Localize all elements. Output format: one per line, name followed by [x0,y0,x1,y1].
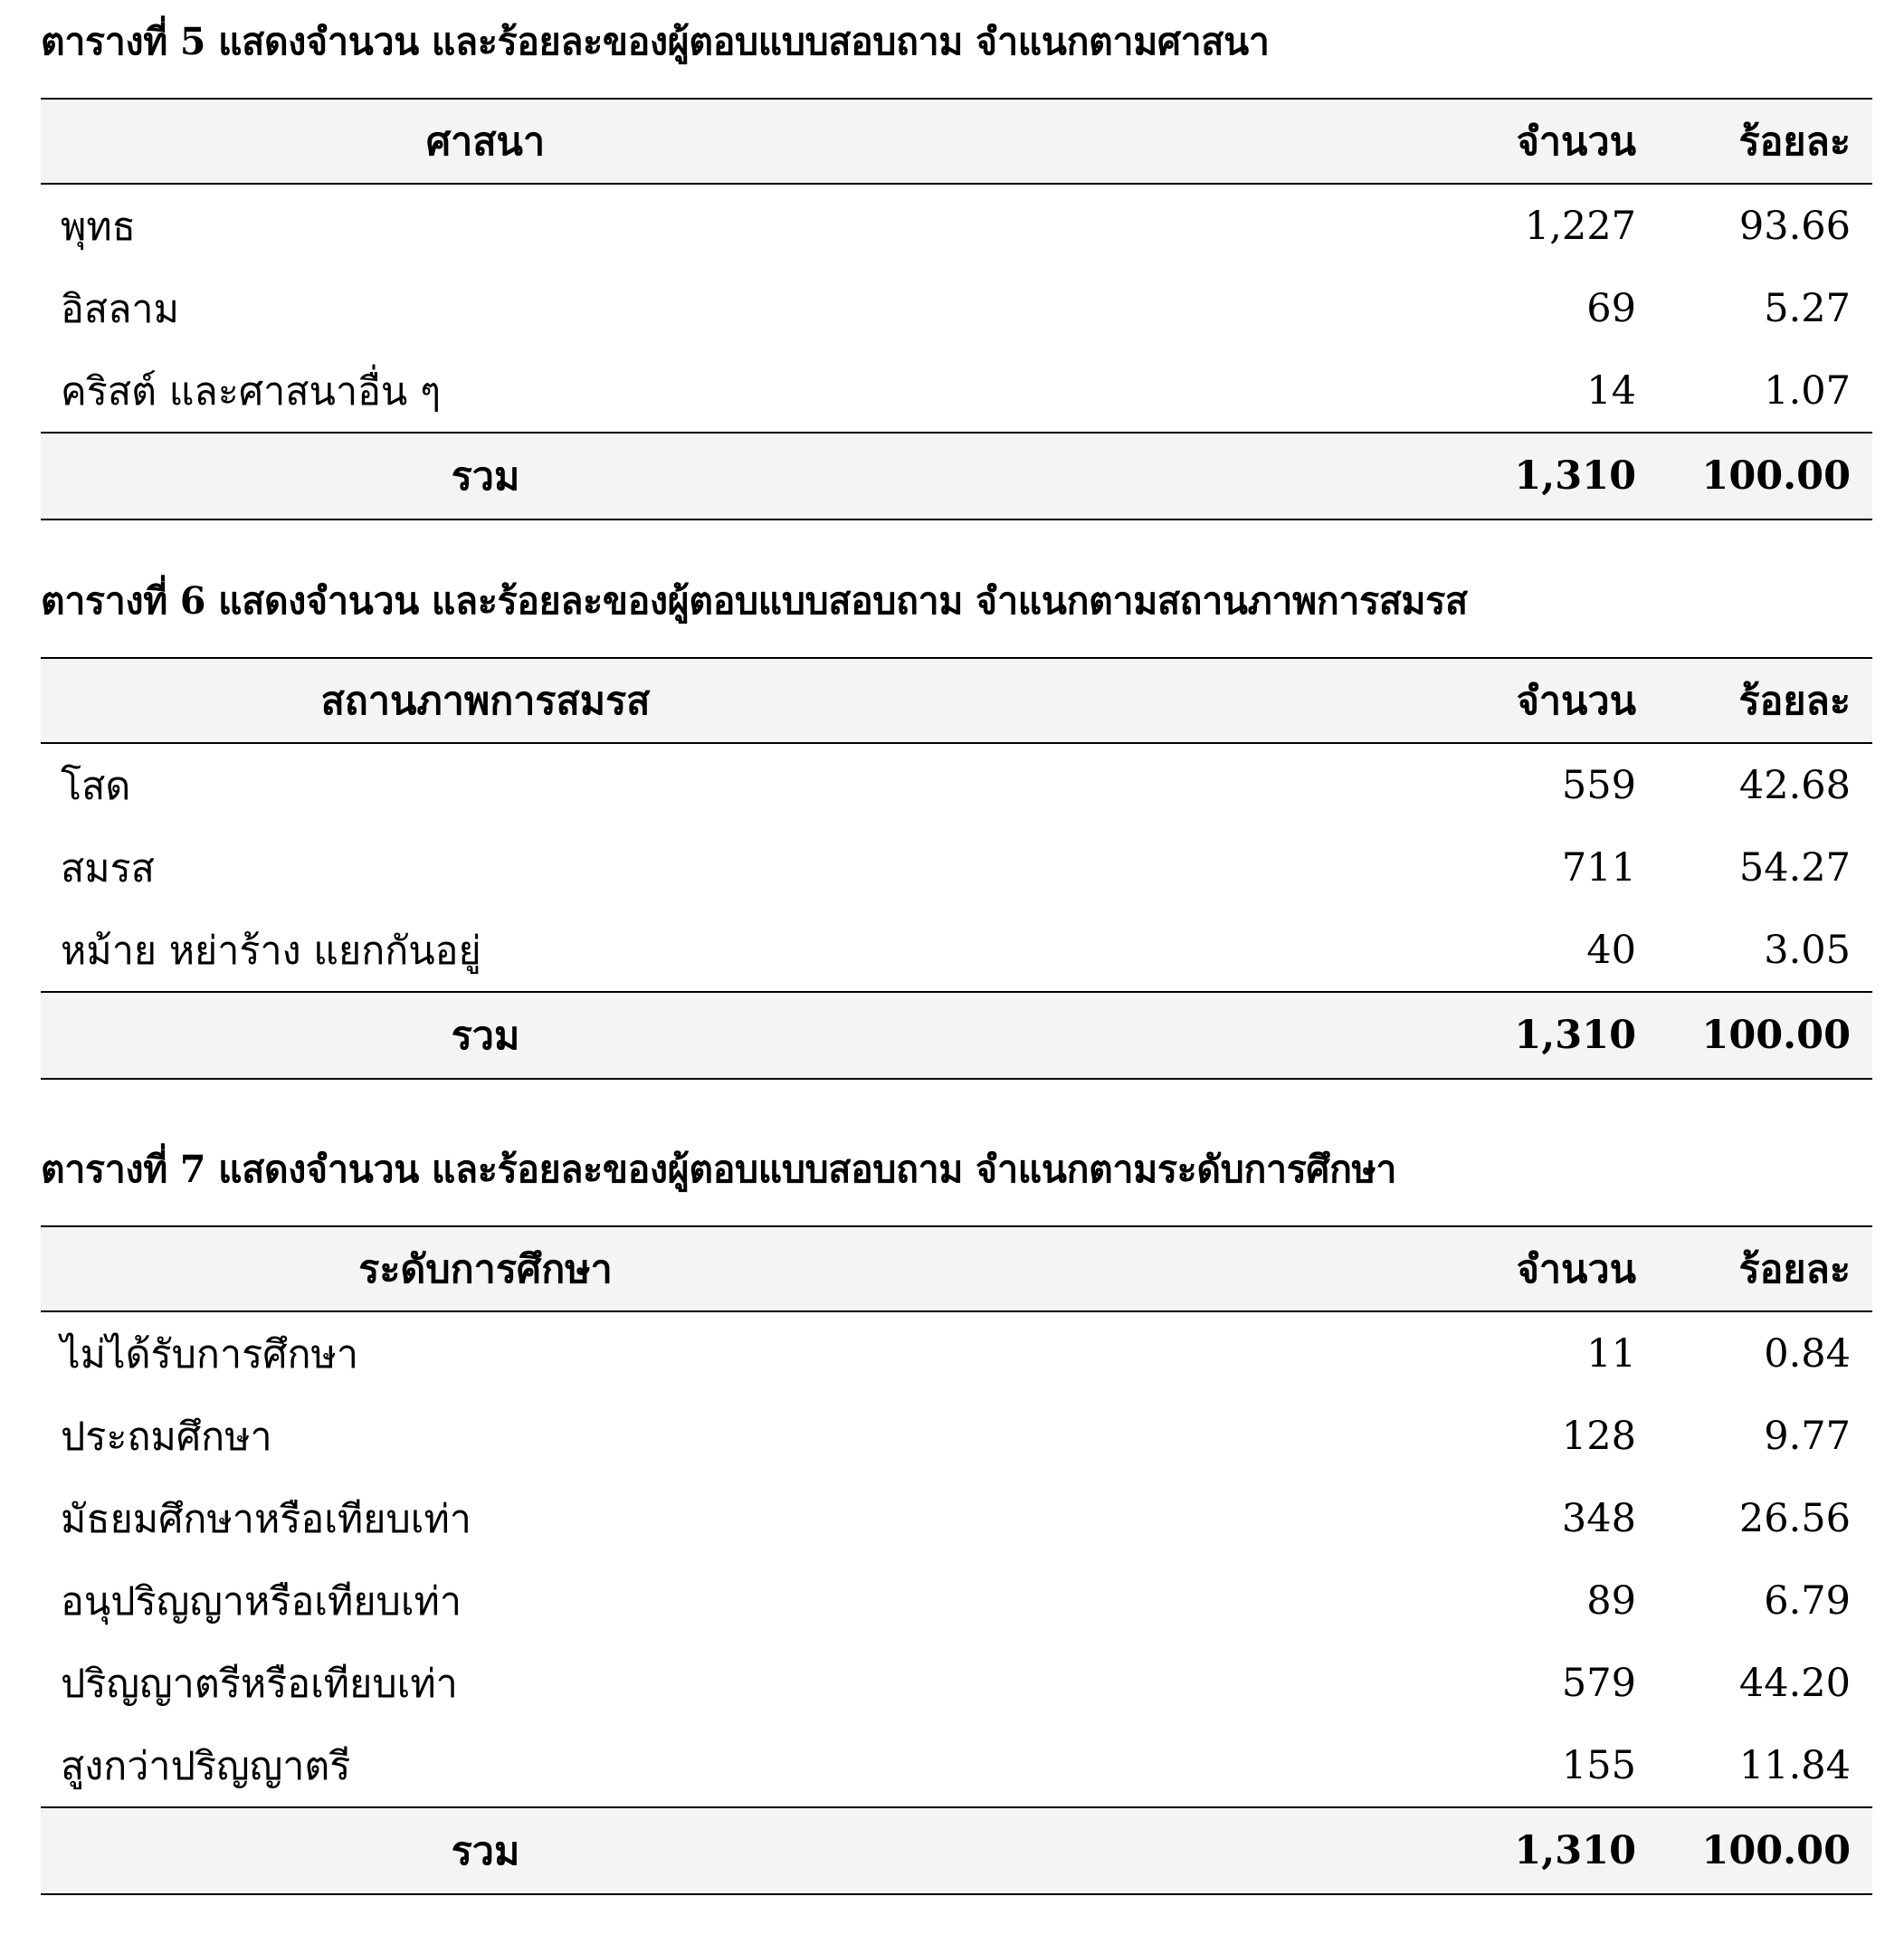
category-header: ระดับการศึกษา [358,1247,613,1292]
table-caption: ตารางที่ 7 แสดงจำนวน และร้อยละของผู้ตอบแบบสอบถาม จำแนกตามระดับการศึกษา [41,1148,1397,1191]
category-header: สถานภาพการสมรส [320,679,651,724]
percent-header: ร้อยละ [1738,119,1851,165]
total-percent: 100.00 [1701,1013,1851,1058]
category-header: ศาสนา [425,119,546,165]
row-count: 11 [1586,1330,1636,1377]
table-grid [41,98,1872,520]
total-label: รวม [451,1829,520,1874]
row-percent: 6.79 [1764,1577,1851,1624]
count-header: จำนวน [1516,1247,1636,1292]
row-count: 559 [1561,762,1636,808]
data-table [41,20,1872,520]
row-label: ประถมศึกษา [61,1414,272,1460]
row-label: คริสต์ และศาสนาอื่น ๆ [61,368,442,415]
row-count: 711 [1561,844,1636,891]
table-row [41,744,1872,826]
total-count: 1,310 [1514,1013,1636,1058]
total-percent: 100.00 [1701,453,1851,499]
row-percent: 26.56 [1738,1495,1851,1541]
row-count: 69 [1586,285,1636,331]
count-header: จำนวน [1516,679,1636,724]
row-label: อิสลาม [61,286,179,332]
table-row [41,826,1872,909]
table-caption: ตารางที่ 6 แสดงจำนวน และร้อยละของผู้ตอบแบบสอบถาม จำแนกตามสถานภาพการสมรส [41,579,1468,623]
row-label: โสด [61,763,131,809]
total-label: รวม [451,454,520,500]
row-percent: 5.27 [1764,285,1851,331]
row-count: 348 [1561,1495,1636,1541]
row-label: ปริญญาตรีหรือเทียบเท่า [61,1661,458,1707]
row-label: หม้าย หย่าร้าง แยกกันอยู่ [61,928,481,974]
row-percent: 93.66 [1738,203,1851,249]
total-row [41,1806,1872,1893]
row-label: ไม่ได้รับการศึกษา [61,1331,359,1377]
data-table [41,1148,1872,1895]
row-count: 128 [1561,1413,1636,1459]
row-label: สูงกว่าปริญญาตรี [61,1743,351,1789]
table-row [41,1724,1872,1806]
row-label: พุทธ [61,204,136,250]
table-row [41,267,1872,349]
table-grid [41,657,1872,1080]
percent-header: ร้อยละ [1738,1247,1851,1292]
row-percent: 0.84 [1764,1330,1851,1377]
count-header: จำนวน [1516,119,1636,165]
table-caption: ตารางที่ 5 แสดงจำนวน และร้อยละของผู้ตอบแบบสอบถาม จำแนกตามศาสนา [41,20,1270,63]
row-label: อนุปริญญาหรือเทียบเท่า [61,1578,462,1625]
row-count: 155 [1561,1742,1636,1788]
total-percent: 100.00 [1701,1828,1851,1873]
table-row [41,1312,1872,1395]
row-count: 579 [1561,1660,1636,1706]
row-percent: 44.20 [1738,1660,1851,1706]
table-row [41,1559,1872,1642]
row-label: มัธยมศึกษาหรือเทียบเท่า [61,1496,471,1542]
row-percent: 9.77 [1764,1413,1851,1459]
row-percent: 54.27 [1738,844,1851,891]
table-row [41,349,1872,432]
table-grid [41,1225,1872,1895]
row-percent: 11.84 [1738,1742,1851,1788]
percent-header: ร้อยละ [1738,679,1851,724]
total-row [41,432,1872,519]
total-count: 1,310 [1514,453,1636,499]
table-row [41,1477,1872,1559]
row-count: 40 [1586,927,1636,973]
row-percent: 3.05 [1764,927,1851,973]
table-header-row [41,659,1872,744]
table-row [41,1642,1872,1724]
table-row [41,909,1872,991]
row-label: สมรส [61,845,155,891]
row-count: 1,227 [1524,203,1636,249]
row-percent: 1.07 [1764,367,1851,414]
total-row [41,991,1872,1078]
data-table [41,579,1872,1080]
table-header-row [41,100,1872,185]
table-row [41,185,1872,267]
table-header-row [41,1227,1872,1312]
total-count: 1,310 [1514,1828,1636,1873]
total-label: รวม [451,1014,520,1059]
table-row [41,1395,1872,1477]
row-percent: 42.68 [1738,762,1851,808]
row-count: 89 [1586,1577,1636,1624]
row-count: 14 [1586,367,1636,414]
